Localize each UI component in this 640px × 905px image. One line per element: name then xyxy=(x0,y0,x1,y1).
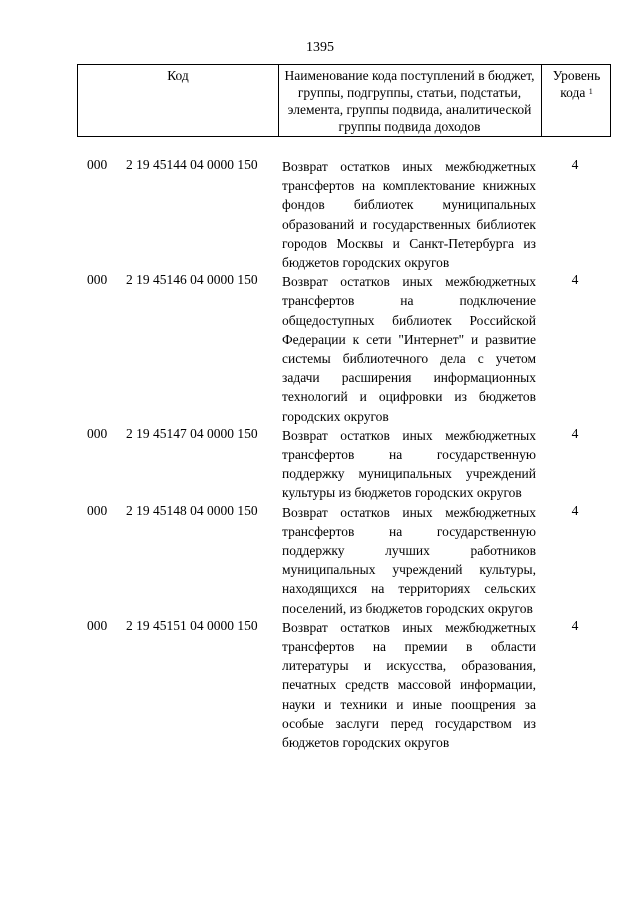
header-code: Код xyxy=(78,65,279,136)
header-level-line2: кода xyxy=(560,85,586,100)
income-code: 2 19 45144 04 0000 150 xyxy=(126,157,258,172)
admin-code: 000 xyxy=(87,617,108,633)
table-row xyxy=(0,272,640,426)
table-body xyxy=(0,157,640,752)
income-code: 2 19 45148 04 0000 150 xyxy=(126,502,258,518)
table-header xyxy=(77,64,611,137)
table-row xyxy=(0,157,640,272)
code-level: 4 xyxy=(571,617,579,633)
code-level: 4 xyxy=(571,157,579,172)
header-name: Наименование кода поступлений в бюджет, группы, подгруппы, статьи, подстатьи, элемента, группы подвида, аналитической группы подвида доходов xyxy=(278,65,542,136)
income-description: Возврат остатков иных межбюджетных трансфертов на премии в области литературы и искусства, образования, печатных средств массовой информации, науки и техники и иные поощрения за особые заслуги перед государством из бюджетов городских округов xyxy=(282,619,536,751)
admin-code: 000 xyxy=(87,425,108,441)
income-description: Возврат остатков иных межбюджетных трансфертов на государственную поддержку лучших работников муниципальных учреждений культуры, находящихся на территориях сельских поселений, из бюджетов городских округов xyxy=(282,504,536,616)
income-code: 2 19 45147 04 0000 150 xyxy=(126,425,258,441)
income-description: Возврат остатков иных межбюджетных трансфертов на подключение общедоступных библиотек Российской Федерации к сети "Интернет" и развитие системы библиотечного дела с учетом задачи расширения информационных технологий и оцифровки из бюджетов городских округов xyxy=(282,274,536,424)
page-number: 1395 xyxy=(306,40,334,55)
code-level: 4 xyxy=(571,502,579,518)
income-code: 2 19 45151 04 0000 150 xyxy=(126,617,258,633)
code-level: 4 xyxy=(571,272,579,288)
admin-code: 000 xyxy=(87,502,108,518)
header-level xyxy=(541,65,612,136)
table-row xyxy=(0,618,640,752)
admin-code: 000 xyxy=(87,272,108,288)
table-row xyxy=(0,503,640,618)
income-description: Возврат остатков иных межбюджетных трансфертов на государственную поддержку муниципальных учреждений культуры из бюджетов городских округов xyxy=(282,427,536,501)
header-level-line1: Уровень xyxy=(552,68,601,83)
income-description: Возврат остатков иных межбюджетных трансфертов на комплектование книжных фондов библиотек муниципальных образований и государственных библиотек городов Москвы и Санкт-Петербурга из бюджетов городских округов xyxy=(282,159,536,271)
table-row xyxy=(0,426,640,503)
code-level: 4 xyxy=(571,425,579,441)
admin-code: 000 xyxy=(87,157,108,172)
income-code: 2 19 45146 04 0000 150 xyxy=(126,272,258,288)
header-level-footnote: 1 xyxy=(588,87,593,96)
